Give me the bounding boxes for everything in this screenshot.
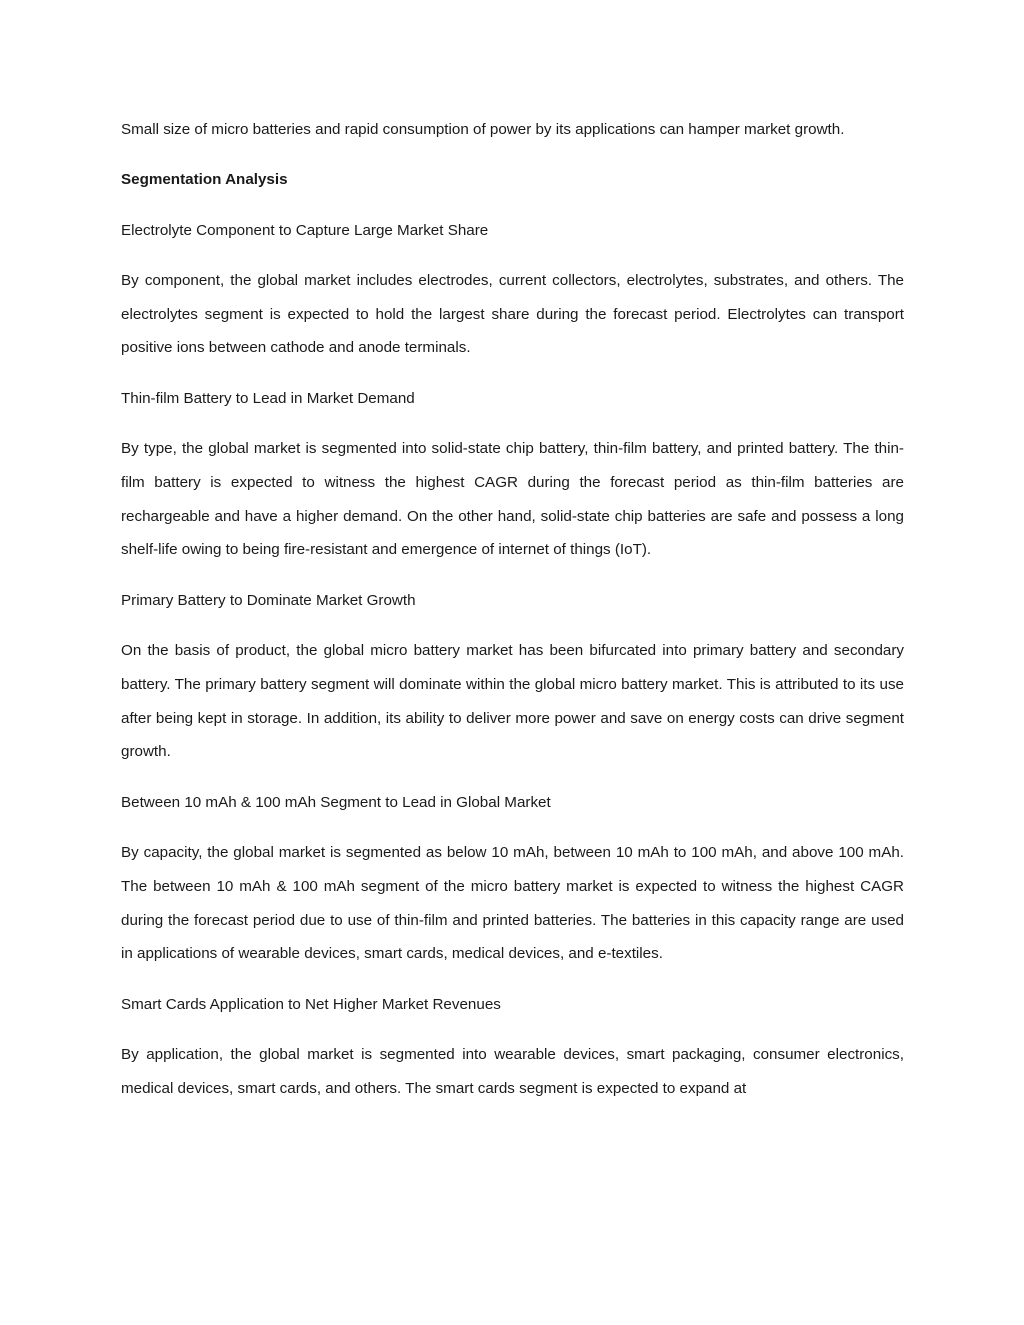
paragraph-type: By type, the global market is segmented into solid-state chip battery, thin-film battery, and printed battery. The thin-film battery is expected to witness the highest CAGR during the forecast period as thin-film batteries are rechargeable and have a higher demand. On the other hand, solid-state chip batteries are safe and possess a long shelf-life owing to being fire-resistant and emergence of internet of things (IoT). — [121, 440, 904, 559]
paragraph-capacity: By capacity, the global market is segmented as below 10 mAh, between 10 mAh to 100 mAh, and above 100 mAh. The between 10 mAh & 100 mAh segment of the micro battery market is expected to witness the highest CAGR during the forecast period due to use of thin-film and printed batteries. The batteries in this capacity range are used in applications of wearable devices, smart cards, medical devices, and e-textiles. — [121, 844, 904, 963]
section-heading-segmentation-analysis: Segmentation Analysis — [121, 171, 288, 189]
subheading-primary-battery: Primary Battery to Dominate Market Growth — [121, 591, 416, 609]
document-page — [121, 113, 904, 1122]
subheading-electrolyte-component: Electrolyte Component to Capture Large Market Share — [121, 221, 489, 239]
paragraph-component: By component, the global market includes electrodes, current collectors, electrolytes, substrates, and others. The electrolytes segment is expected to hold the largest share during the forecast period. Electrolytes can transport positive ions between cathode and anode terminals. — [121, 271, 904, 357]
subheading-capacity-segment: Between 10 mAh & 100 mAh Segment to Lead in Global Market — [121, 793, 551, 811]
paragraph-application: By application, the global market is segmented into wearable devices, smart packaging, consumer electronics, medical devices, smart cards, and others. The smart cards segment is expected to expand at — [121, 1046, 904, 1097]
subheading-thin-film-battery: Thin-film Battery to Lead in Market Demand — [121, 389, 415, 407]
paragraph-market-restraint: Small size of micro batteries and rapid consumption of power by its applications can hamper market growth. — [121, 121, 845, 138]
subheading-smart-cards: Smart Cards Application to Net Higher Market Revenues — [121, 995, 501, 1013]
paragraph-product: On the basis of product, the global micro battery market has been bifurcated into primary battery and secondary battery. The primary battery segment will dominate within the global micro battery market. This is attributed to its use after being kept in storage. In addition, its ability to deliver more power and save on energy costs can drive segment growth. — [121, 642, 904, 761]
